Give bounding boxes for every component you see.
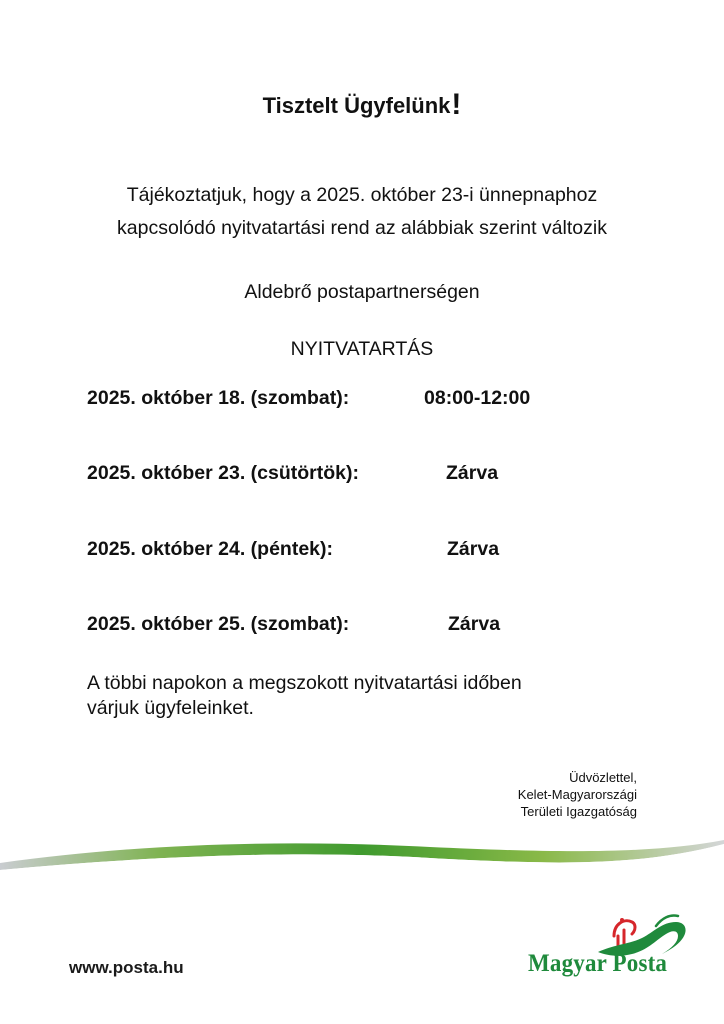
- schedule-row-4-status: Zárva: [448, 613, 501, 635]
- schedule-row-2-status: Zárva: [446, 462, 499, 484]
- section-title: NYITVATARTÁS: [290, 338, 434, 360]
- greeting-text: Tisztelt Ügyfelünk: [262, 93, 451, 118]
- schedule-row-3-date: 2025. október 24. (péntek):: [87, 538, 333, 560]
- decorative-wave: [0, 820, 724, 890]
- greeting-exclamation: !: [451, 88, 462, 121]
- signature-line-1: Üdvözlettel,: [569, 770, 637, 785]
- brand-name: Magyar Posta: [528, 950, 668, 977]
- schedule-row-3-status: Zárva: [447, 538, 500, 560]
- schedule-row-4-date: 2025. október 25. (szombat):: [87, 613, 350, 635]
- website-link[interactable]: www.posta.hu: [69, 958, 184, 977]
- schedule-row-1-status: 08:00-12:00: [424, 387, 531, 409]
- schedule-row-2-date: 2025. október 23. (csütörtök):: [87, 462, 359, 484]
- signature-line-2: Kelet-Magyarországi: [517, 787, 637, 802]
- intro-line-1: Tájékoztatjuk, hogy a 2025. október 23-i ünnepnaphoz: [126, 184, 598, 206]
- schedule-row-1-date: 2025. október 18. (szombat):: [87, 387, 350, 409]
- intro-line-2: kapcsolódó nyitvatartási rend az alábbiak szerint változik: [117, 217, 607, 239]
- location-text: Aldebrő postapartnerségen: [244, 281, 480, 303]
- closing-line-2: várjuk ügyfeleinket.: [87, 697, 254, 719]
- signature-line-3: Területi Igazgatóság: [520, 804, 637, 819]
- closing-line-1: A többi napokon a megszokott nyitvatartási időben: [87, 672, 522, 694]
- notice-title: [0, 88, 724, 122]
